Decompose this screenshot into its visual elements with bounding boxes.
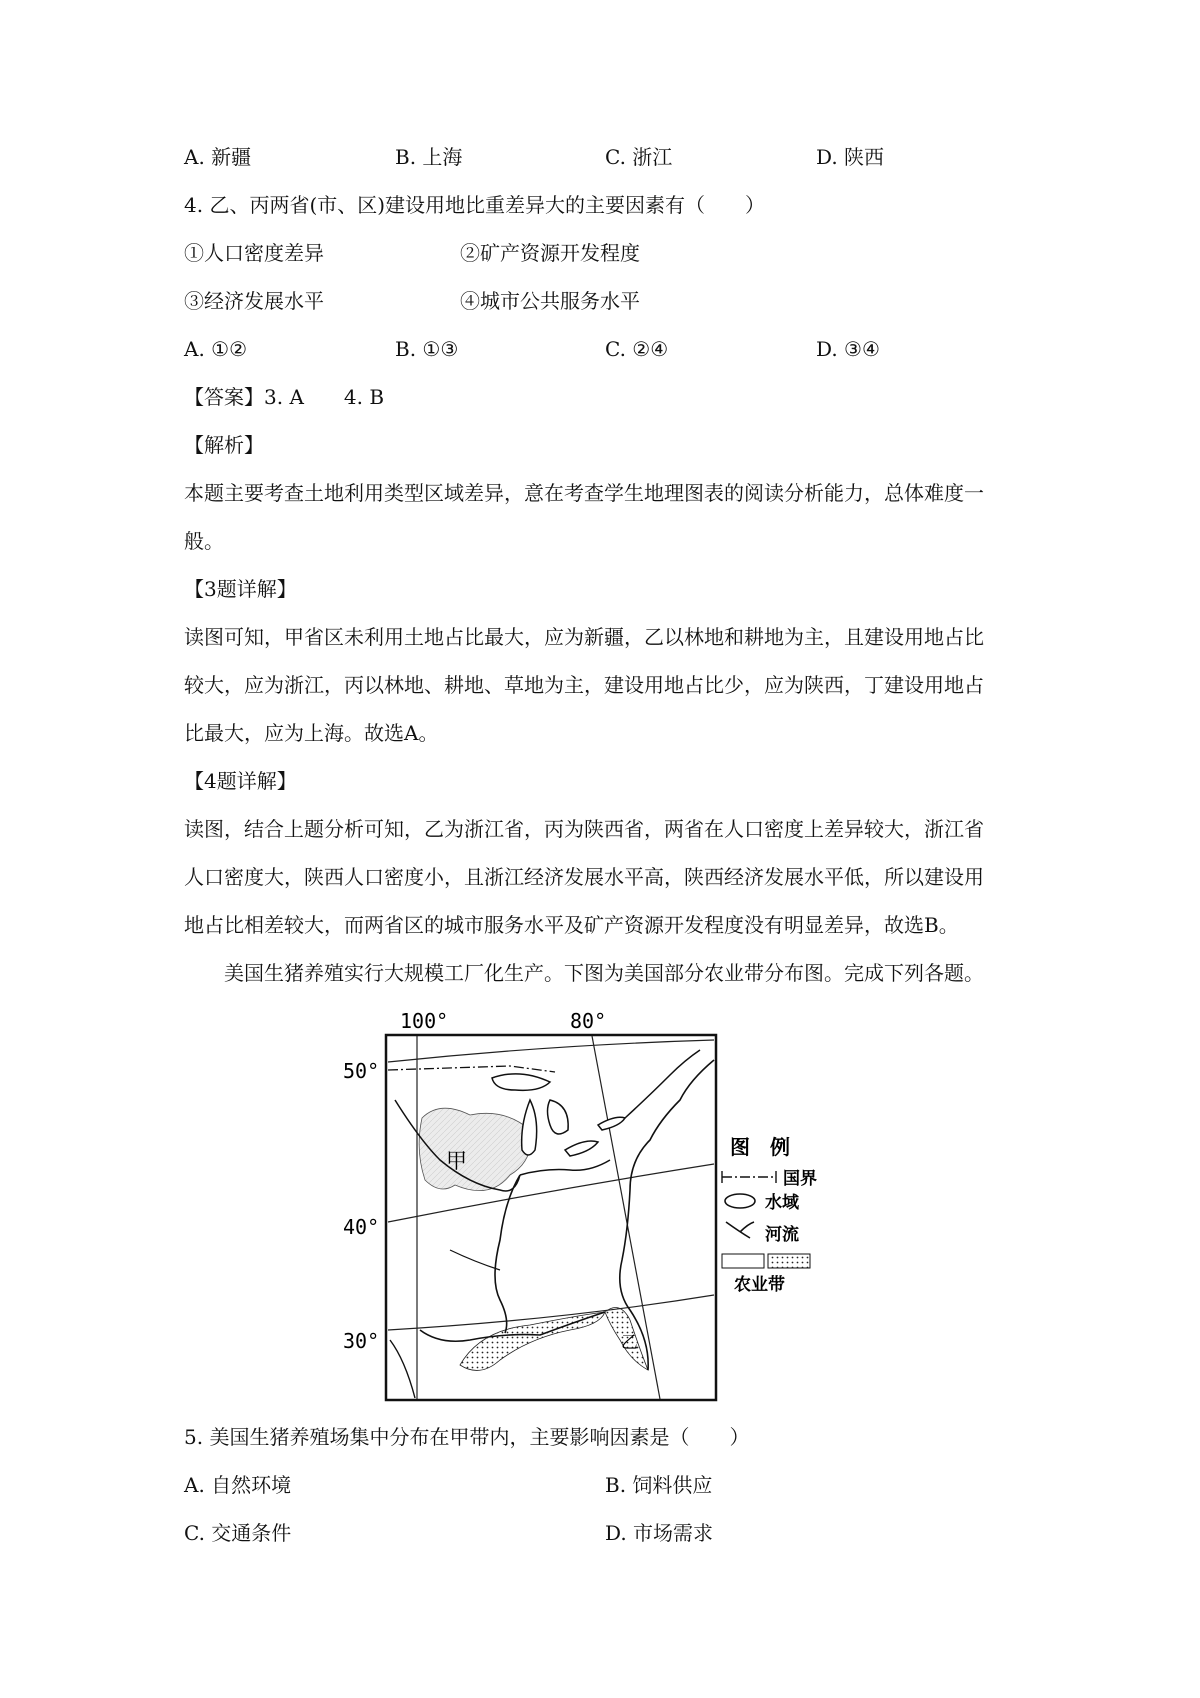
legend-water-icon — [725, 1194, 755, 1208]
q3-option-c: C. 浙江 — [605, 145, 673, 169]
q3-detail-heading: 【3题详解】 — [184, 577, 297, 601]
q4-statement-2: ②矿产资源开发程度 — [460, 241, 640, 265]
q5-option-c: C. 交通条件 — [184, 1521, 292, 1545]
q4-detail-line-2: 人口密度大，陕西人口密度小，且浙江经济发展水平高，陕西经济发展水平低，所以建设用 — [184, 865, 984, 889]
q4-stem: 4. 乙、丙两省(市、区)建设用地比重差异大的主要因素有（ ） — [184, 193, 766, 217]
q3-option-a: A. 新疆 — [184, 145, 252, 169]
q5-stem: 5. 美国生猪养殖场集中分布在甲带内，主要影响因素是（ ） — [184, 1425, 750, 1449]
q3-option-d: D. 陕西 — [816, 145, 885, 169]
q4-detail-line-1: 读图，结合上题分析可知，乙为浙江省，丙为陕西省，两省在人口密度上差异较大，浙江省 — [184, 817, 984, 841]
answer-line: 【答案】3. A 4. B — [184, 385, 385, 409]
lat-40-label: 40° — [343, 1215, 380, 1239]
q4-option-a: A. ①② — [184, 337, 248, 361]
legend-belt-plain-icon — [722, 1254, 764, 1268]
q3-option-b: B. 上海 — [395, 145, 463, 169]
analysis-line-1: 本题主要考查土地利用类型区域差异，意在考查学生地理图表的阅读分析能力，总体难度一 — [184, 481, 984, 505]
lat-30-label: 30° — [343, 1329, 380, 1353]
intro-paragraph: 美国生猪养殖实行大规模工厂化生产。下图为美国部分农业带分布图。完成下列各题。 — [224, 961, 984, 985]
q4-option-b: B. ①③ — [395, 337, 459, 361]
legend-water-label: 水域 — [765, 1193, 799, 1213]
q4-statement-3: ③经济发展水平 — [184, 289, 324, 313]
q3-detail-line-3: 比最大，应为上海。故选A。 — [184, 721, 439, 745]
legend-agri-label: 农业带 — [734, 1275, 785, 1295]
lat-50-label: 50° — [343, 1059, 380, 1083]
q5-option-d: D. 市场需求 — [605, 1521, 714, 1545]
q4-option-c: C. ②④ — [605, 337, 669, 361]
q5-option-b: B. 饲料供应 — [605, 1473, 713, 1497]
q3-detail-line-2: 较大，应为浙江，丙以林地、耕地、草地为主，建设用地占比少，应为陕西，丁建设用地占 — [184, 673, 984, 697]
q4-detail-line-3: 地占比相差较大，而两省区的城市服务水平及矿产资源开发程度没有明显差异，故选B。 — [184, 913, 959, 937]
q4-detail-heading: 【4题详解】 — [184, 769, 297, 793]
legend-belt-dotted-icon — [768, 1254, 810, 1268]
us-agriculture-belt-map — [330, 1000, 890, 1410]
q5-option-a: A. 自然环境 — [184, 1473, 292, 1497]
belt-label-jia: 甲 — [446, 1149, 467, 1173]
legend-border-icon — [722, 1171, 776, 1183]
q4-statement-1: ①人口密度差异 — [184, 241, 324, 265]
analysis-heading: 【解析】 — [184, 433, 264, 457]
map-legend — [722, 1135, 817, 1295]
q4-statement-4: ④城市公共服务水平 — [460, 289, 640, 313]
q4-option-d: D. ③④ — [816, 337, 880, 361]
legend-river-icon — [726, 1222, 754, 1238]
q3-detail-line-1: 读图可知，甲省区未利用土地占比最大，应为新疆，乙以林地和耕地为主，且建设用地占比 — [184, 625, 984, 649]
belt-label-yi: 乙 — [621, 1333, 638, 1353]
lon-100-label: 100° — [400, 1009, 449, 1033]
legend-title: 图 例 — [730, 1135, 790, 1159]
lon-80-label: 80° — [570, 1009, 607, 1033]
legend-river-label: 河流 — [765, 1225, 799, 1245]
legend-border-label: 国界 — [783, 1169, 817, 1189]
map-frame — [386, 1035, 716, 1400]
analysis-line-2: 般。 — [184, 529, 224, 553]
